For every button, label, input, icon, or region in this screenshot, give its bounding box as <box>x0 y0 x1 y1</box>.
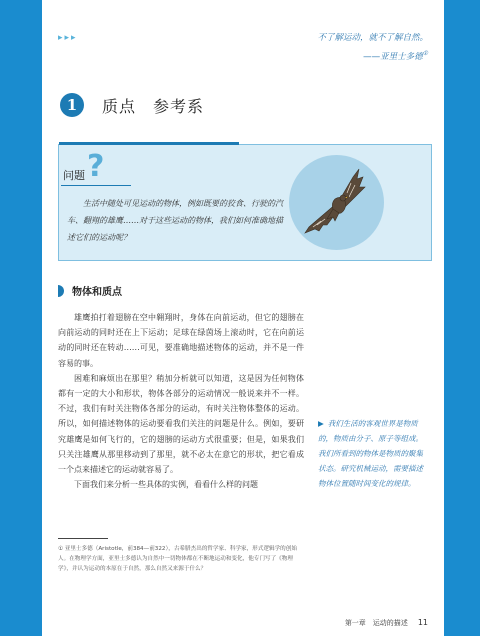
page-content <box>42 0 444 636</box>
section-title: 物体和质点 <box>72 287 122 298</box>
question-underline <box>61 185 131 186</box>
sidenote-text: 我们生活的客观世界是物质的，物质由分子、原子等组成。我们所看到的物体是物质的聚集状态。研究机械运动，需要描述物体位置随时间变化的规律。 <box>318 419 423 488</box>
footnote: ① 亚里士多德（Aristotle，前384—前322），古希腊杰出的哲学家、科学家，形式逻辑学的创始人。在物理学方面，亚里士多德认为自然中一切物体都在不断地运动和变化，他专门写了《物理学》，并认为运动的本原在于自然，那么自然又来源于什么？ <box>58 546 297 572</box>
page-number: 11 <box>417 618 428 627</box>
question-box <box>58 144 432 261</box>
question-box-top-rule <box>59 142 239 145</box>
footnote-divider <box>58 538 108 539</box>
top-decoration <box>42 0 444 22</box>
arrow-icons: ▸▸▸ <box>58 33 78 43</box>
page-footer <box>345 618 428 628</box>
section-marker <box>58 285 64 297</box>
chapter-title: 质点 参考系 <box>102 97 205 116</box>
hawk-icon <box>289 155 384 250</box>
triangle-icon: ▶ <box>318 419 324 428</box>
left-margin-bar <box>0 0 42 636</box>
question-label: 问题 <box>63 169 85 182</box>
question-text: 生活中随处可见运动的物体，例如既要的狡食、行驶的汽车、翻翔的雄鹰……对于这些运动的物体，我们如何准确地描述它们的运动呢？ <box>67 199 283 242</box>
paragraph: 雄鹰拍打着翅膀在空中翱翔时，身体在向前运动，但它的翅膀在向前运动的同时还在上下运动；足球在绿茵场上滚动时，它在向前运动的同时还在转动……可见，要准确地描述物体的运动，并不是一件容易的事。 <box>58 313 304 368</box>
footer-chapter-label: 第一章 运动的描述 <box>344 619 408 627</box>
paragraph: 下面我们来分析一些具体的实例，看看什么样的问题 <box>74 480 258 490</box>
chapter-number-badge: 1 <box>60 93 84 117</box>
quote-footnote-ref: ① <box>422 50 428 57</box>
sidenote <box>318 416 430 491</box>
question-mark-icon: ? <box>87 149 105 184</box>
paragraph: 困难和麻烦出在那里？稍加分析就可以知道，这是因为任何物体都有一定的大小和形状，物体各部分的运动情况一般说来并不一样。不过，我们有时关注物体各部分的运动，有时关注物体整体的运动。所以，如何描述物体的运动要看我们关注的问题是什么。例如，要研究雄鹰是如何飞行的，它的翅膀的运动方式很重要；但是，如果我们只关注雄鹰从那里移动到了那里，就不必太在意它的形状，把它看成一个点来描述它的运动就容易了。 <box>58 373 304 475</box>
right-margin-bar <box>444 0 480 636</box>
quote-author: ——亚里士多德① <box>363 50 428 62</box>
chapter-quote <box>317 30 428 65</box>
quote-text: 不了解运动，就不了解自然。 <box>317 33 428 43</box>
body-text <box>58 310 304 492</box>
